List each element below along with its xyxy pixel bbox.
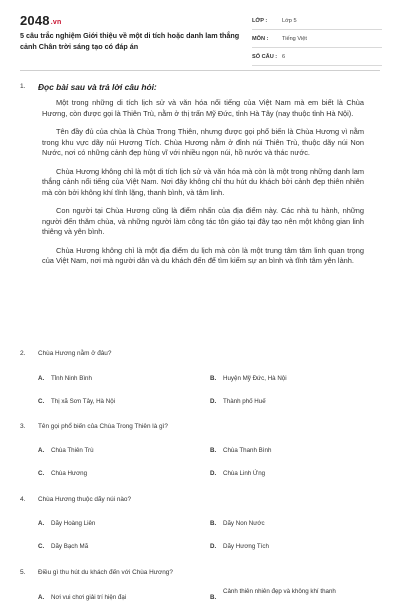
answer-option-c[interactable]	[38, 398, 115, 405]
passage-paragraph: Chùa Hương không chỉ là một địa điểm du lịch mà còn là một trung tâm tâm linh quan trọng của Việt Nam, nơi mà người dân và du khách đến để tìm kiếm sự an bình và tĩnh tâm yên lành.	[42, 245, 364, 265]
option-letter: A.	[38, 375, 45, 382]
option-text: Nơi vui chơi giải trí hiện đại	[51, 594, 127, 601]
question-number: 3.	[20, 423, 26, 430]
question-text: Chùa Hương thuộc dãy núi nào?	[38, 496, 132, 503]
reading-passage	[42, 98, 364, 275]
option-letter: C.	[38, 398, 45, 405]
document-title: 5 câu trắc nghiệm Giới thiệu về một di tích hoặc danh lam thắng cảnh Chân trời sáng tạo có đáp án	[20, 31, 240, 51]
option-letter: A.	[38, 594, 45, 601]
question-number: 4.	[20, 496, 26, 503]
option-text: Chùa Thiên Trù	[51, 447, 94, 454]
site-logo[interactable]	[20, 13, 61, 28]
option-letter: B.	[210, 520, 217, 527]
question-title: Đọc bài sau và trả lời câu hỏi:	[38, 82, 157, 92]
question-number: 5.	[20, 569, 26, 576]
meta-value: 6	[282, 53, 286, 60]
answer-option-a[interactable]	[38, 375, 92, 382]
header-divider	[20, 70, 380, 71]
option-text: Chùa Hương	[51, 470, 88, 477]
meta-key: MÔN :	[252, 35, 269, 42]
meta-table	[252, 12, 382, 66]
answer-option-b[interactable]	[210, 588, 336, 601]
meta-key: SỐ CÂU :	[252, 53, 278, 60]
meta-key: LỚP :	[252, 17, 268, 24]
passage-paragraph: Chùa Hương không chỉ là một di tích lịch sử và văn hóa mà còn là một trong những danh lam thắng cảnh nổi tiếng của Việt Nam. Nơi đây không chỉ thu hút du khách bởi cảnh đẹp thiên nhiên mà còn bởi không khí tĩnh lặng, thanh bình, và tâm linh.	[42, 166, 364, 197]
option-text: Dãy Hoàng Liên	[51, 520, 96, 527]
answer-option-b[interactable]	[210, 375, 287, 382]
option-letter: D.	[210, 543, 217, 550]
meta-value: Lớp 5	[282, 17, 297, 24]
logo-suffix: .vn	[50, 19, 62, 26]
answer-option-b[interactable]	[210, 520, 265, 527]
answer-option-a[interactable]	[38, 520, 95, 527]
answer-option-d[interactable]	[210, 470, 265, 477]
question-text: Điều gì thu hút du khách đến với Chùa Hương?	[38, 569, 173, 576]
meta-row-subject	[252, 30, 382, 48]
option-letter: B.	[210, 447, 217, 454]
question-number: 2.	[20, 350, 26, 357]
answer-option-c[interactable]	[38, 543, 88, 550]
question-text: Tên gọi phổ biến của Chùa Trong Thiên là gì?	[38, 423, 168, 430]
option-text: Chùa Thanh Bình	[223, 447, 272, 454]
option-letter: A.	[38, 520, 45, 527]
option-letter: C.	[38, 543, 45, 550]
question-number: 1.	[20, 83, 26, 90]
meta-row-grade	[252, 12, 382, 30]
answer-option-b[interactable]	[210, 447, 271, 454]
option-text: Dãy Non Nước	[223, 520, 265, 527]
passage-paragraph: Tên đầy đủ của chùa là Chùa Trong Thiên, nhưng được gọi phổ biến là Chùa Hương vì nằm trong khu vực dãy núi Hương Tích. Chùa Hương nằm ở đỉnh núi Thiên Trù, thuộc dãy núi Non Nước, nơi có những cảnh đẹp hùng vĩ với nhiều ngọn núi, hồ nước và thác nước.	[42, 127, 364, 157]
answer-option-a[interactable]	[38, 447, 94, 454]
answer-option-c[interactable]	[38, 470, 87, 477]
question-text: Chùa Hương nằm ở đâu?	[38, 350, 112, 357]
passage-paragraph: Con người tại Chùa Hương cũng là điểm nhấn của địa điểm này. Các nhà tu hành, những người đến thăm chùa, và những người làm công tác tôn giáo tại đây tạo nên một không gian linh thiêng và yên bình.	[42, 206, 364, 236]
answer-option-d[interactable]	[210, 398, 266, 405]
passage-paragraph: Một trong những di tích lịch sử và văn hóa nổi tiếng của Việt Nam mà em biết là Chùa Hương, còn được gọi là Thiên Trù, nằm ở thị trấn Mỹ Đức, tỉnh Hà Tây (nay thuộc tỉnh Hà Nội).	[42, 98, 364, 118]
option-text: Chùa Linh Ứng	[223, 470, 266, 477]
option-text: Dãy Bạch Mã	[51, 543, 89, 550]
option-text: Cảnh thiên nhiên đẹp và không khí thanh	[223, 588, 336, 595]
option-letter: B.	[210, 594, 217, 601]
meta-row-count	[252, 48, 382, 66]
meta-value: Tiếng Việt	[282, 35, 307, 42]
logo-main: 2048	[20, 13, 50, 28]
option-letter: B.	[210, 375, 217, 382]
option-text: Dãy Hương Tích	[223, 543, 269, 550]
option-text: Thành phố Huế	[223, 398, 266, 405]
page-header	[0, 0, 400, 70]
option-letter: D.	[210, 398, 217, 405]
option-letter: C.	[38, 470, 45, 477]
option-letter: D.	[210, 470, 217, 477]
answer-option-d[interactable]	[210, 543, 269, 550]
option-letter: A.	[38, 447, 45, 454]
option-text: Huyện Mỹ Đức, Hà Nội	[223, 375, 287, 382]
option-text: Thị xã Sơn Tây, Hà Nội	[51, 398, 116, 405]
option-text: Tỉnh Ninh Bình	[51, 375, 92, 382]
